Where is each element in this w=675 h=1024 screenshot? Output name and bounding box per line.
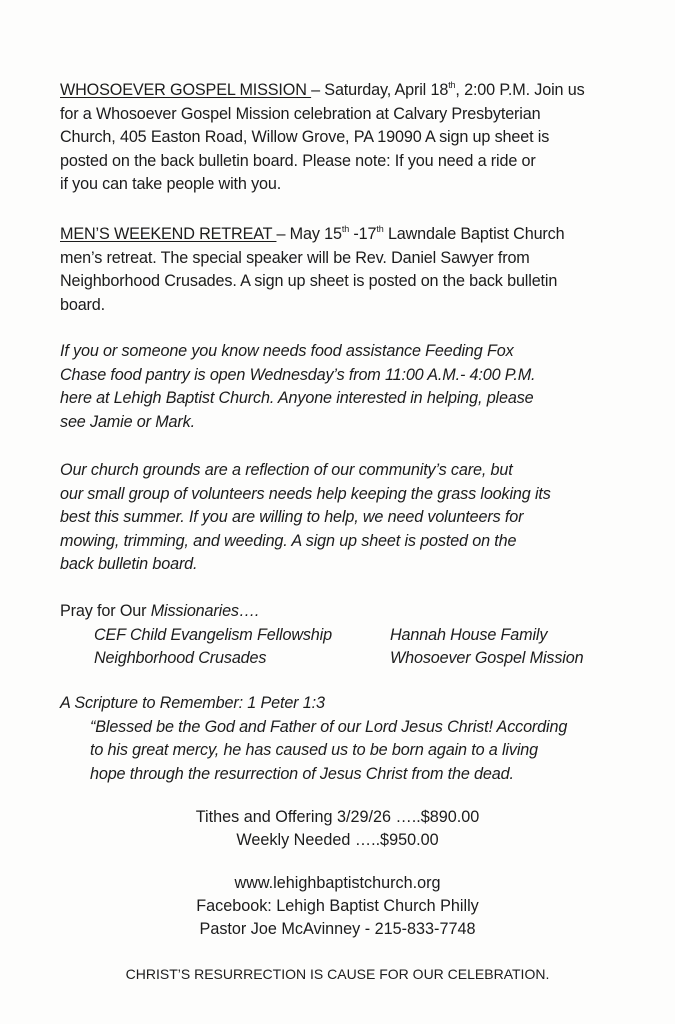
missionaries-section [60,600,640,671]
text-line: posted on the back bulletin board. Please note: If you need a ride or [60,151,536,170]
text-line: Chase food pantry is open Wednesday’s from 11:00 A.M.- 4:00 P.M. [60,365,536,384]
text-line: see Jamie or Mark. [60,412,195,431]
scripture-line: “Blessed be the God and Father of our Lord Jesus Christ! According [90,717,568,736]
missionary-row [60,647,640,671]
scripture-title: A Scripture to Remember: 1 Peter 1:3 [60,694,325,712]
closing-slogan: CHRIST’S RESURRECTION IS CAUSE FOR OUR CELEBRATION. [125,966,550,982]
retreat-heading: MEN’S WEEKEND RETREAT [60,225,277,243]
missionary-name: Neighborhood Crusades [94,649,267,667]
text-line: board. [60,295,105,314]
text-line: Neighborhood Crusades. A sign up sheet is posted on the back bulletin [60,272,558,290]
missionary-name: Whosoever Gospel Mission [390,649,584,667]
pastor-contact: Pastor Joe McAvinney - 215-833-7748 [199,920,476,938]
grounds-volunteer-notice [60,459,640,577]
text-line: men’s retreat. The special speaker will be Rev. Daniel Sawyer from [60,248,530,267]
scripture-line: to his great mercy, he has caused us to be born again to a living [90,741,538,759]
mission-notice: WHOSOEVER GOSPEL MISSION – Saturday, April 18th, 2:00 P.M. Join us for a Whosoever Gospel Mission celebration at Calvary Presbyterian Church, 405 Easton Road, Willow Grove, PA 19090 A sign up sheet is posted on the back bulletin board. Please note: If you need a ride or if you can take people with you. [60,79,640,197]
website-link[interactable]: www.lehighbaptistchurch.org [234,874,441,892]
missionaries-title: Pray for Our Missionaries…. [60,602,260,620]
weekly-needed: Weekly Needed …..$950.00 [236,831,439,849]
text-line: our small group of volunteers needs help keeping the grass looking its [60,484,551,503]
finances-section [0,806,675,852]
missionary-row [60,624,640,648]
facebook-info: Facebook: Lehigh Baptist Church Philly [196,897,479,915]
text-line: Our church grounds are a reflection of our community’s care, but [60,461,513,479]
text-line: best this summer. If you are willing to help, we need volunteers for [60,508,524,526]
text-line: here at Lehigh Baptist Church. Anyone interested in helping, please [60,389,534,407]
text-line: mowing, trimming, and weeding. A sign up sheet is posted on the [60,531,517,550]
missionary-name: Hannah House Family [390,625,548,644]
mission-heading: WHOSOEVER GOSPEL MISSION [60,81,312,99]
text-line: If you or someone you know needs food assistance Feeding Fox [60,342,514,360]
scripture-line: hope through the resurrection of Jesus Christ from the dead. [90,764,514,783]
text-line: Church, 405 Easton Road, Willow Grove, PA 19090 A sign up sheet is [60,128,550,146]
contact-section [0,872,675,941]
tithes-offering: Tithes and Offering 3/29/26 …..$890.00 [195,808,480,826]
text-line: back bulletin board. [60,555,198,573]
scripture-section [60,692,640,786]
food-pantry-notice [60,340,640,434]
retreat-notice: MEN’S WEEKEND RETREAT – May 15th -17th Lawndale Baptist Church men’s retreat. The special speaker will be Rev. Daniel Sawyer from Neighborhood Crusades. A sign up sheet is posted on the back bulletin board. [60,223,640,317]
text-line: for a Whosoever Gospel Mission celebration at Calvary Presbyterian [60,104,541,123]
missionary-name: CEF Child Evangelism Fellowship [94,625,332,644]
text-line: if you can take people with you. [60,175,282,193]
